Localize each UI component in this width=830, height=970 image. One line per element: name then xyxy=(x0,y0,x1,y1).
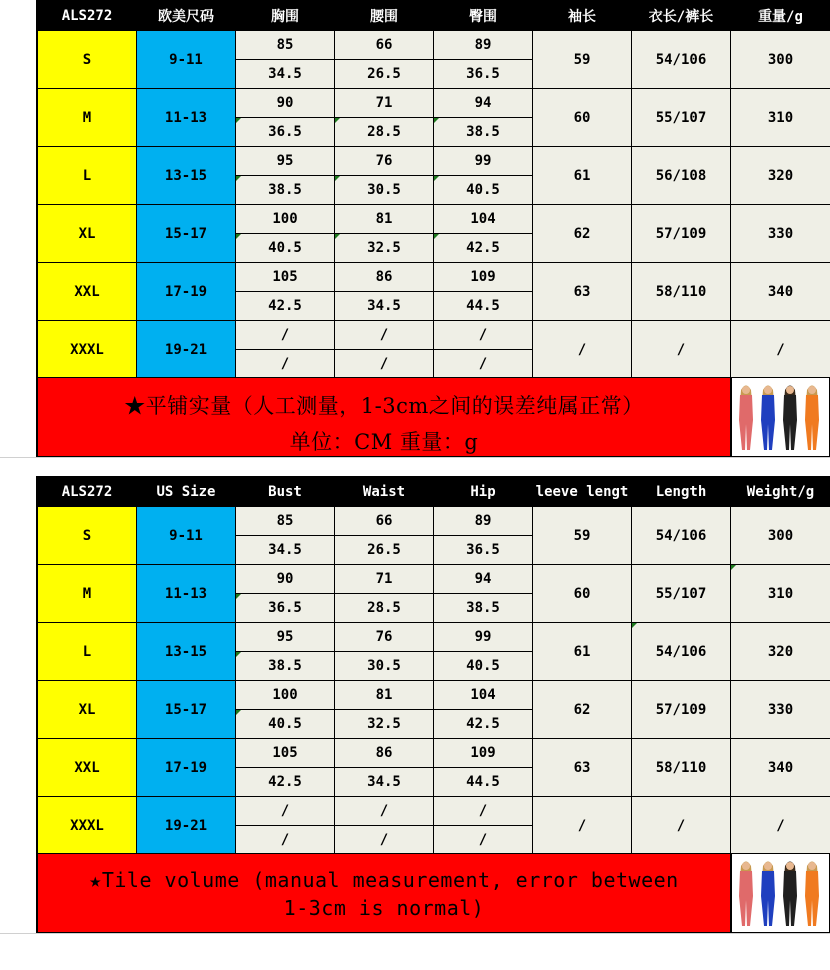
table-row xyxy=(38,147,830,176)
length-cell: 58/110 xyxy=(632,263,731,321)
size-table-cn xyxy=(37,0,830,379)
waist-cm-cell: 66 xyxy=(335,31,434,60)
hip-in-cell: 36.5 xyxy=(434,60,533,89)
weight-cell: 340 xyxy=(731,263,830,321)
col-header-bust: 胸围 xyxy=(236,1,335,31)
waist-in-cell: 32.5 xyxy=(335,710,434,739)
header-row xyxy=(38,477,830,507)
weight-cell: 300 xyxy=(731,31,830,89)
waist-in-cell: 30.5 xyxy=(335,176,434,205)
size-cell: S xyxy=(38,507,137,565)
us-size-cell: 13-15 xyxy=(137,623,236,681)
table-row xyxy=(38,797,830,826)
waist-cm-cell: 76 xyxy=(335,623,434,652)
waist-in-cell: 26.5 xyxy=(335,60,434,89)
product-thumbnail xyxy=(731,377,830,457)
table-row xyxy=(38,263,830,292)
hip-cm-cell: 99 xyxy=(434,623,533,652)
length-cell: 57/109 xyxy=(632,681,731,739)
col-header-waist: Waist xyxy=(335,477,434,507)
weight-cell: 310 xyxy=(731,89,830,147)
weight-cell: 320 xyxy=(731,147,830,205)
us-size-cell: 17-19 xyxy=(137,739,236,797)
hip-in-cell: / xyxy=(434,350,533,379)
bust-in-cell: 40.5 xyxy=(236,234,335,263)
measurement-note-banner xyxy=(37,377,731,457)
model-figure xyxy=(783,862,797,927)
hip-cm-cell: 89 xyxy=(434,31,533,60)
length-cell: / xyxy=(632,797,731,855)
header-row xyxy=(38,1,830,31)
hip-in-cell: 44.5 xyxy=(434,768,533,797)
models-illustration xyxy=(732,378,829,456)
hip-in-cell: 40.5 xyxy=(434,652,533,681)
waist-in-cell: / xyxy=(335,350,434,379)
bust-cm-cell: 90 xyxy=(236,565,335,594)
bust-in-cell: / xyxy=(236,826,335,855)
sleeve-cell: 59 xyxy=(533,507,632,565)
models-illustration xyxy=(732,854,829,932)
col-header-length: Length xyxy=(632,477,731,507)
col-header-waist: 腰围 xyxy=(335,1,434,31)
size-cell: S xyxy=(38,31,137,89)
col-header-style: ALS272 xyxy=(38,477,137,507)
size-table-en xyxy=(37,476,830,855)
length-cell: 54/106 xyxy=(632,623,731,681)
waist-cm-cell: 76 xyxy=(335,147,434,176)
col-header-sleeve: leeve lengt xyxy=(533,477,632,507)
hip-cm-cell: 94 xyxy=(434,89,533,118)
waist-cm-cell: / xyxy=(335,321,434,350)
col-header-weight: Weight/g xyxy=(731,477,830,507)
waist-cm-cell: 86 xyxy=(335,263,434,292)
model-figure xyxy=(783,386,797,451)
hip-cm-cell: 99 xyxy=(434,147,533,176)
bust-in-cell: 34.5 xyxy=(236,536,335,565)
hip-cm-cell: / xyxy=(434,321,533,350)
bust-cm-cell: / xyxy=(236,321,335,350)
bust-in-cell: 40.5 xyxy=(236,710,335,739)
weight-cell: 330 xyxy=(731,681,830,739)
sleeve-cell: 61 xyxy=(533,623,632,681)
table-row xyxy=(38,681,830,710)
us-size-cell: 15-17 xyxy=(137,681,236,739)
table-row xyxy=(38,623,830,652)
size-cell: XXXL xyxy=(38,797,137,855)
hip-cm-cell: 109 xyxy=(434,739,533,768)
length-cell: 57/109 xyxy=(632,205,731,263)
table-row xyxy=(38,739,830,768)
bust-cm-cell: 95 xyxy=(236,623,335,652)
bust-cm-cell: 85 xyxy=(236,507,335,536)
size-cell: XXXL xyxy=(38,321,137,379)
weight-cell: / xyxy=(731,797,830,855)
measurement-note-banner xyxy=(37,853,731,933)
product-thumbnail xyxy=(731,853,830,933)
note-line-2: 1-3cm is normal) xyxy=(283,896,485,920)
model-figure xyxy=(739,862,753,927)
bust-in-cell: 42.5 xyxy=(236,768,335,797)
size-cell: XXL xyxy=(38,739,137,797)
weight-cell: 300 xyxy=(731,507,830,565)
weight-cell: 330 xyxy=(731,205,830,263)
sleeve-cell: 63 xyxy=(533,739,632,797)
waist-cm-cell: 81 xyxy=(335,205,434,234)
weight-cell: / xyxy=(731,321,830,379)
note-line-1: ★平铺实量（人工测量，1-3cm之间的误差纯属正常） xyxy=(124,394,644,418)
bust-cm-cell: 105 xyxy=(236,263,335,292)
weight-cell: 310 xyxy=(731,565,830,623)
waist-cm-cell: 71 xyxy=(335,89,434,118)
waist-cm-cell: 66 xyxy=(335,507,434,536)
us-size-cell: 19-21 xyxy=(137,321,236,379)
table-row xyxy=(38,89,830,118)
hip-in-cell: 38.5 xyxy=(434,118,533,147)
length-cell: 58/110 xyxy=(632,739,731,797)
waist-cm-cell: / xyxy=(335,797,434,826)
bust-cm-cell: 90 xyxy=(236,89,335,118)
hip-in-cell: 42.5 xyxy=(434,710,533,739)
length-cell: 54/106 xyxy=(632,31,731,89)
col-header-length: 衣长/裤长 xyxy=(632,1,731,31)
sleeve-cell: / xyxy=(533,797,632,855)
col-header-hip: 臀围 xyxy=(434,1,533,31)
hip-cm-cell: 89 xyxy=(434,507,533,536)
waist-in-cell: 34.5 xyxy=(335,768,434,797)
sleeve-cell: / xyxy=(533,321,632,379)
col-header-sleeve: 袖长 xyxy=(533,1,632,31)
bust-cm-cell: 95 xyxy=(236,147,335,176)
hip-cm-cell: 109 xyxy=(434,263,533,292)
bust-in-cell: 38.5 xyxy=(236,176,335,205)
sheet-divider xyxy=(0,933,830,934)
hip-in-cell: 44.5 xyxy=(434,292,533,321)
length-cell: 56/108 xyxy=(632,147,731,205)
bust-cm-cell: 100 xyxy=(236,681,335,710)
table-row xyxy=(38,507,830,536)
us-size-cell: 9-11 xyxy=(137,507,236,565)
sleeve-cell: 60 xyxy=(533,565,632,623)
waist-in-cell: 28.5 xyxy=(335,118,434,147)
length-cell: 55/107 xyxy=(632,565,731,623)
waist-cm-cell: 71 xyxy=(335,565,434,594)
bust-in-cell: / xyxy=(236,350,335,379)
table-row xyxy=(38,205,830,234)
waist-in-cell: 30.5 xyxy=(335,652,434,681)
sleeve-cell: 61 xyxy=(533,147,632,205)
col-header-us-size: 欧美尺码 xyxy=(137,1,236,31)
length-cell: 55/107 xyxy=(632,89,731,147)
table-row xyxy=(38,321,830,350)
hip-cm-cell: 104 xyxy=(434,205,533,234)
us-size-cell: 11-13 xyxy=(137,89,236,147)
model-figure xyxy=(805,386,819,451)
sleeve-cell: 59 xyxy=(533,31,632,89)
bust-in-cell: 34.5 xyxy=(236,60,335,89)
hip-in-cell: 38.5 xyxy=(434,594,533,623)
bust-in-cell: 42.5 xyxy=(236,292,335,321)
waist-in-cell: 34.5 xyxy=(335,292,434,321)
size-cell: L xyxy=(38,147,137,205)
hip-in-cell: 42.5 xyxy=(434,234,533,263)
sleeve-cell: 60 xyxy=(533,89,632,147)
waist-in-cell: / xyxy=(335,826,434,855)
col-header-style: ALS272 xyxy=(38,1,137,31)
size-cell: XXL xyxy=(38,263,137,321)
hip-in-cell: 36.5 xyxy=(434,536,533,565)
hip-cm-cell: / xyxy=(434,797,533,826)
size-cell: M xyxy=(38,565,137,623)
table-row xyxy=(38,565,830,594)
hip-cm-cell: 94 xyxy=(434,565,533,594)
bust-cm-cell: 85 xyxy=(236,31,335,60)
sleeve-cell: 63 xyxy=(533,263,632,321)
waist-in-cell: 32.5 xyxy=(335,234,434,263)
col-header-us-size: US Size xyxy=(137,477,236,507)
size-cell: M xyxy=(38,89,137,147)
us-size-cell: 19-21 xyxy=(137,797,236,855)
model-figure xyxy=(761,862,775,927)
hip-in-cell: 40.5 xyxy=(434,176,533,205)
note-line-1: ★Tile volume (manual measurement, error between xyxy=(89,868,679,892)
length-cell: / xyxy=(632,321,731,379)
waist-cm-cell: 86 xyxy=(335,739,434,768)
bust-cm-cell: 105 xyxy=(236,739,335,768)
hip-cm-cell: 104 xyxy=(434,681,533,710)
us-size-cell: 15-17 xyxy=(137,205,236,263)
sleeve-cell: 62 xyxy=(533,681,632,739)
table-row xyxy=(38,31,830,60)
note-line-2: 单位：CM 重量：g xyxy=(289,430,479,454)
col-header-hip: Hip xyxy=(434,477,533,507)
waist-in-cell: 26.5 xyxy=(335,536,434,565)
waist-cm-cell: 81 xyxy=(335,681,434,710)
size-cell: XL xyxy=(38,205,137,263)
bust-in-cell: 38.5 xyxy=(236,652,335,681)
length-cell: 54/106 xyxy=(632,507,731,565)
sleeve-cell: 62 xyxy=(533,205,632,263)
bust-cm-cell: / xyxy=(236,797,335,826)
hip-in-cell: / xyxy=(434,826,533,855)
sheet-divider xyxy=(0,457,830,458)
model-figure xyxy=(805,862,819,927)
waist-in-cell: 28.5 xyxy=(335,594,434,623)
us-size-cell: 13-15 xyxy=(137,147,236,205)
model-figure xyxy=(739,386,753,451)
us-size-cell: 11-13 xyxy=(137,565,236,623)
bust-cm-cell: 100 xyxy=(236,205,335,234)
bust-in-cell: 36.5 xyxy=(236,118,335,147)
us-size-cell: 9-11 xyxy=(137,31,236,89)
col-header-bust: Bust xyxy=(236,477,335,507)
size-cell: L xyxy=(38,623,137,681)
us-size-cell: 17-19 xyxy=(137,263,236,321)
model-figure xyxy=(761,386,775,451)
col-header-weight: 重量/g xyxy=(731,1,830,31)
weight-cell: 320 xyxy=(731,623,830,681)
weight-cell: 340 xyxy=(731,739,830,797)
bust-in-cell: 36.5 xyxy=(236,594,335,623)
size-cell: XL xyxy=(38,681,137,739)
